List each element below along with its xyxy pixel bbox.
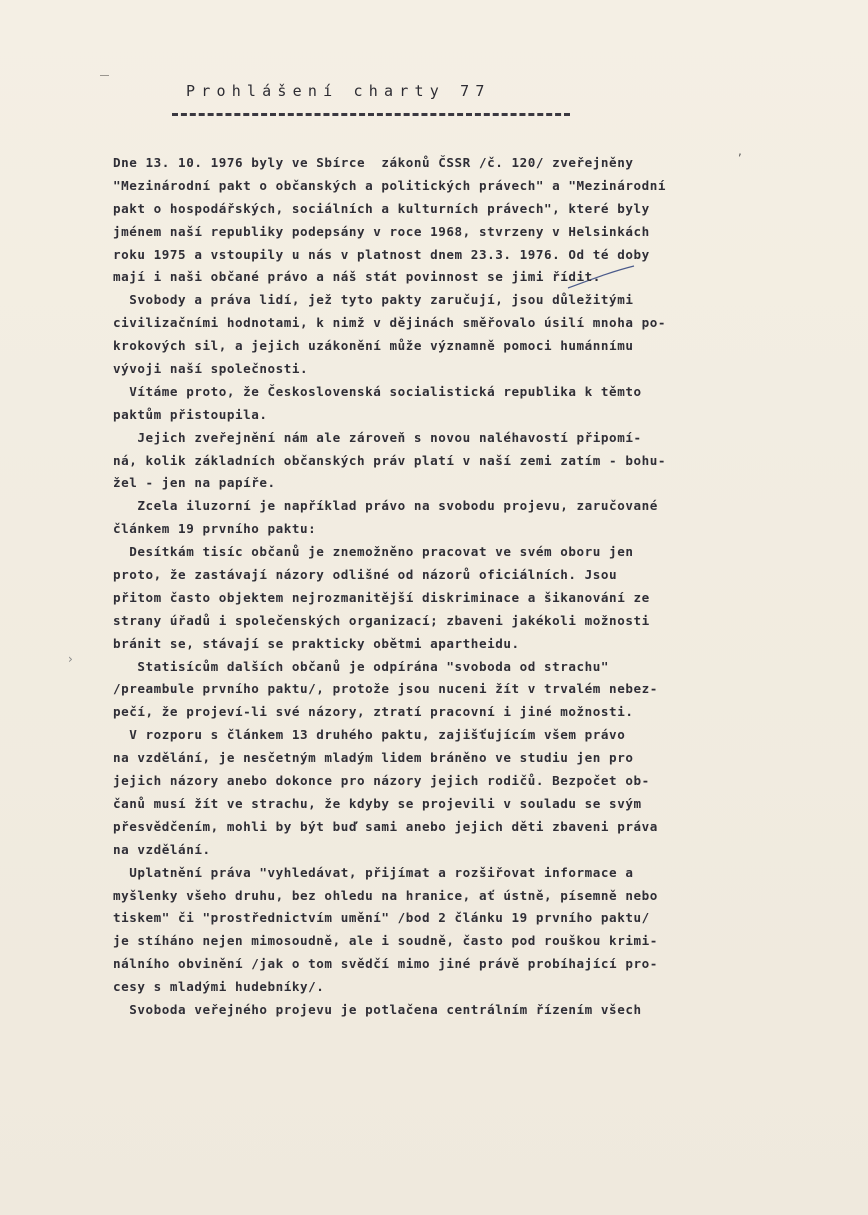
text-line: článkem 19 prvního paktu: (113, 521, 317, 537)
text-line: "Mezinárodní pakt o občanských a politických právech" a "Mezinárodní (113, 177, 666, 193)
text-line: přesvědčením, mohli by být buď sami anebo jejich děti zbaveni práva (113, 818, 658, 834)
document-title: Prohlášení charty 77 (186, 82, 491, 100)
text-line: Desítkám tisíc občanů je znemožněno pracovat ve svém oboru jen (113, 544, 634, 560)
text-line: mají i naši občané právo a náš stát povinnost se jimi řídit. (113, 269, 601, 285)
margin-dash (100, 75, 109, 76)
text-line: na vzdělání. (113, 841, 211, 857)
text-line: roku 1975 a vstoupily u nás v platnost dnem 23.3. 1976. Od té doby (113, 246, 650, 262)
text-line: cesy s mladými hudebníky/. (113, 979, 325, 995)
text-line: civilizačními hodnotami, k nimž v dějinách směřovalo úsilí mnoha po- (113, 315, 666, 331)
text-line: Vítáme proto, že Československá socialistická republika k těmto (113, 383, 642, 399)
margin-mark: › (68, 652, 73, 666)
text-line: žel - jen na papíře. (113, 475, 276, 491)
text-line: Uplatnění práva "vyhledávat, přijímat a rozšiřovat informace a (113, 864, 634, 880)
text-line: přitom často objektem nejrozmanitější diskriminace a šikanování ze (113, 589, 650, 605)
pen-tick-mark: , (738, 144, 742, 158)
text-line: nálního obvinění /jak o tom svědčí mimo jiné právě probíhající pro- (113, 956, 658, 972)
text-line: paktům přistoupila. (113, 406, 268, 422)
text-line: V rozporu s článkem 13 druhého paktu, zajišťujícím všem právo (113, 727, 626, 743)
text-line: ná, kolik základních občanských práv platí v naší zemi zatím - bohu- (113, 452, 666, 468)
text-line: Jejich zveřejnění nám ale zároveň s novou naléhavostí připomí- (113, 429, 642, 445)
text-line: Svoboda veřejného projevu je potlačena centrálním řízením všech (113, 1001, 642, 1017)
text-line: Svobody a práva lidí, jež tyto pakty zaručují, jsou důležitými (113, 292, 634, 308)
text-line: jménem naší republiky podepsány v roce 1968, stvrzeny v Helsinkách (113, 223, 650, 239)
text-line: je stíháno nejen mimosoudně, ale i soudně, často pod rouškou krimi- (113, 933, 658, 949)
text-line: krokových sil, a jejich uzákonění může významně pomoci humánnímu (113, 338, 634, 354)
text-line: strany úřadů i společenských organizací; zbaveni jakékoli možnosti (113, 612, 650, 628)
text-line: bránit se, stávají se prakticky obětmi apartheidu. (113, 635, 520, 651)
text-line: Dne 13. 10. 1976 byly ve Sbírce zákonů ČSSR /č. 120/ zveřejněny (113, 155, 634, 170)
text-line: tiskem" či "prostřednictvím umění" /bod 2 článku 19 prvního paktu/ (113, 910, 650, 926)
document-body (113, 152, 833, 1022)
text-line: pakt o hospodářských, sociálních a kulturních právech", které byly (113, 200, 650, 216)
text-line: na vzdělání, je nesčetným mladým lidem bráněno ve studiu jen pro (113, 750, 634, 766)
text-line: pečí, že projeví-li své názory, ztratí pracovní i jiné možnosti. (113, 704, 634, 720)
text-line: vývoji naší společnosti. (113, 361, 309, 377)
text-line: /preambule prvního paktu/, protože jsou nuceni žít v trvalém nebez- (113, 681, 658, 697)
text-line: myšlenky všeho druhu, bez ohledu na hranice, ať ústně, písemně nebo (113, 887, 658, 903)
text-line: Statisícům dalších občanů je odpírána "svoboda od strachu" (113, 658, 610, 674)
text-line: Zcela iluzorní je například právo na svobodu projevu, zaručované (113, 498, 658, 514)
text-line: čanů musí žít ve strachu, že kdyby se projevili v souladu se svým (113, 795, 642, 811)
title-underline (172, 113, 570, 116)
text-line: proto, že zastávají názory odlišné od názorů oficiálních. Jsou (113, 567, 618, 583)
text-line: jejich názory anebo dokonce pro názory jejich rodičů. Bezpočet ob- (113, 773, 650, 789)
